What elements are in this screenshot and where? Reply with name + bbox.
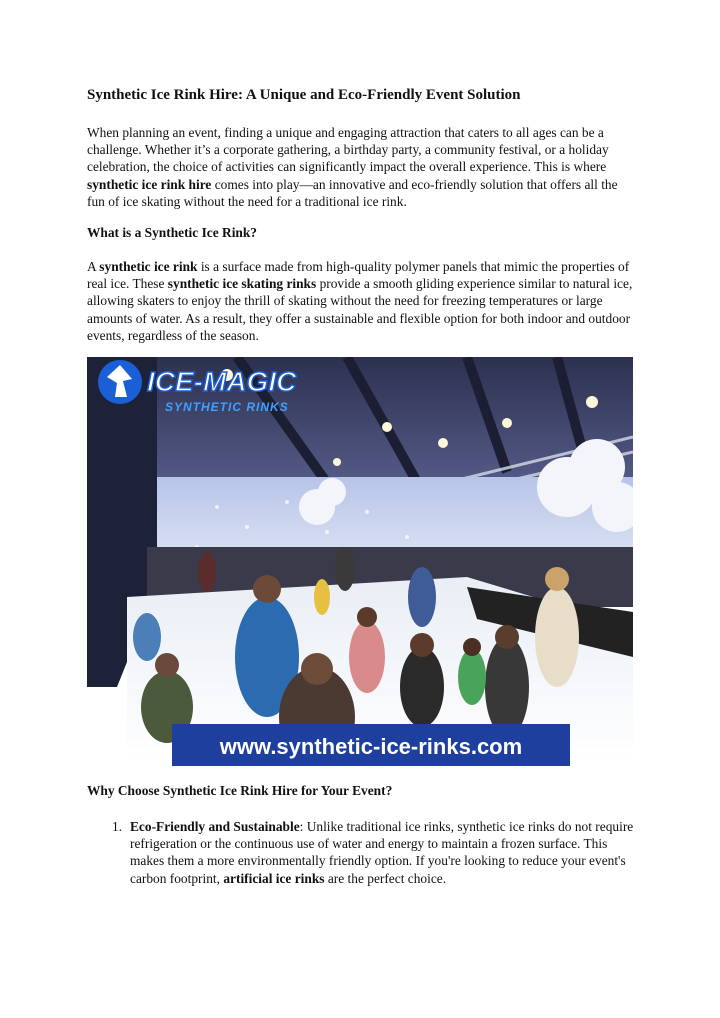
rink-photo	[87, 357, 633, 766]
list-item-bold-term: artificial ice rinks	[223, 870, 325, 886]
list-item-bold-title: Eco-Friendly and Sustainable	[130, 819, 300, 834]
page-title: Synthetic Ice Rink Hire: A Unique and Eco-Friendly Event Solution	[87, 87, 521, 103]
list-item-text-1: : Unlike traditional ice rinks, synthetic ice rinks do not require refrigeration or the continuous use of water and energy to maintain a frozen surface. This makes them a more environmentally friendly option. If you're looking to reduce your event's carbon footprint,	[130, 819, 634, 886]
list-item-text-2: are the perfect choice.	[324, 870, 447, 886]
logo-subtitle: SYNTHETIC RINKS	[165, 400, 289, 414]
intro-bold-term: synthetic ice rink hire	[87, 176, 212, 192]
intro-text-1: When planning an event, finding a unique and engaging attraction that caters to all ages can be a challenge. Whether it’s a corporate gathering, a birthday party, a community festival, or a holiday celebration, the choice of activities can significantly impact the overall experience. This is where	[87, 125, 609, 175]
section-heading-what-is: What is a Synthetic Ice Rink?	[87, 225, 257, 240]
section1-bold-1: synthetic ice rink	[99, 259, 198, 274]
website-url: www.synthetic-ice-rinks.com	[219, 734, 523, 759]
section-heading-why-choose: Why Choose Synthetic Ice Rink Hire for Your Event?	[87, 783, 393, 798]
logo-title: ICE-MAGIC	[147, 366, 297, 397]
list-item	[87, 818, 635, 887]
section1-text-2: is a surface made from high-quality polymer panels that mimic the properties of real ice. These	[87, 259, 630, 292]
benefits-list	[87, 818, 635, 887]
intro-text-2: comes into play—an innovative and eco-friendly solution that offers all the fun of ice skating without the need for a traditional ice rink.	[87, 176, 618, 209]
list-item-number: 1.	[112, 819, 123, 834]
intro-paragraph	[87, 124, 635, 210]
section1-text-3: provide a smooth gliding experience similar to natural ice, allowing skaters to enjoy the thrill of skating without the need for freezing temperatures or large amounts of water. As a result, they offer a sustainable and flexible option for both indoor and outdoor events, regardless of the season.	[87, 276, 633, 343]
section1-bold-2: synthetic ice skating rinks	[167, 276, 317, 292]
section1-text-1: A	[87, 259, 100, 274]
section1-paragraph	[87, 258, 635, 344]
